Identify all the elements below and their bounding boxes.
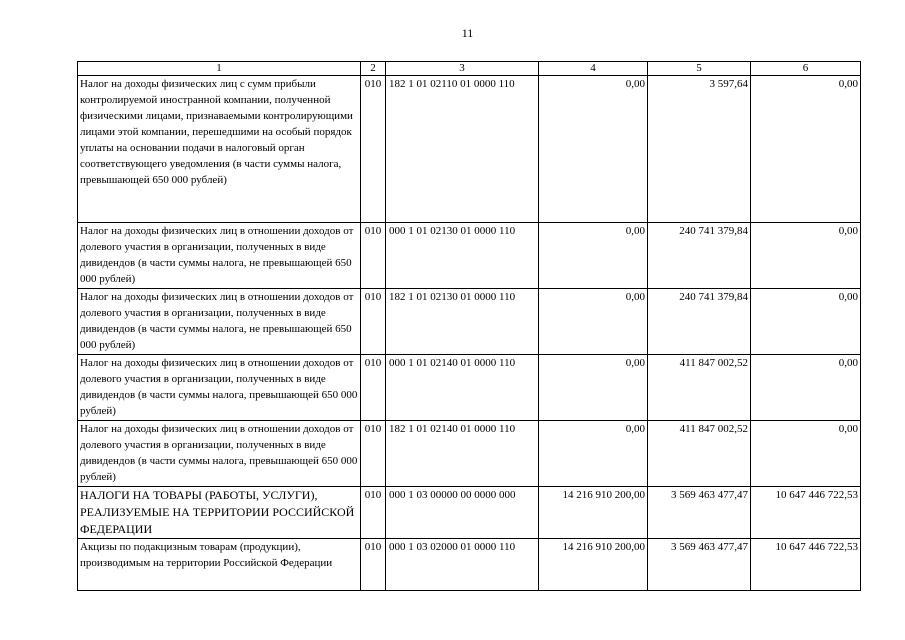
header-col-4: 4	[539, 62, 648, 76]
row-col5-value: 3 569 463 477,47	[648, 487, 751, 539]
row-col6-value: 0,00	[751, 355, 861, 421]
row-col5-value: 240 741 379,84	[648, 289, 751, 355]
row-budget-code: 000 1 01 02140 01 0000 110	[386, 355, 539, 421]
table-row	[78, 421, 861, 487]
table-row	[78, 355, 861, 421]
row-col6-value: 0,00	[751, 223, 861, 289]
row-name: Налог на доходы физических лиц в отношении доходов от долевого участия в организации, полученных в виде дивидендов (в части суммы налога, не превышающей 650 000 рублей)	[78, 223, 361, 289]
row-line-code: 010	[361, 223, 386, 289]
table-row	[78, 539, 861, 591]
row-col6-value: 0,00	[751, 289, 861, 355]
row-col6-value: 10 647 446 722,53	[751, 539, 861, 591]
row-name: Налог на доходы физических лиц в отношении доходов от долевого участия в организации, полученных в виде дивидендов (в части суммы налога, превышающей 650 000 рублей)	[78, 355, 361, 421]
header-col-3: 3	[386, 62, 539, 76]
row-budget-code: 000 1 01 02130 01 0000 110	[386, 223, 539, 289]
row-line-code: 010	[361, 76, 386, 223]
row-col5-value: 411 847 002,52	[648, 421, 751, 487]
header-row	[78, 62, 861, 76]
row-col4-value: 0,00	[539, 223, 648, 289]
row-col5-value: 411 847 002,52	[648, 355, 751, 421]
row-line-code: 010	[361, 421, 386, 487]
row-col4-value: 0,00	[539, 289, 648, 355]
row-name: Акцизы по подакцизным товарам (продукции), производимым на территории Российской Федерации	[78, 539, 361, 591]
row-name: НАЛОГИ НА ТОВАРЫ (РАБОТЫ, УСЛУГИ), РЕАЛИЗУЕМЫЕ НА ТЕРРИТОРИИ РОССИЙСКОЙ ФЕДЕРАЦИИ	[78, 487, 361, 539]
row-line-code: 010	[361, 487, 386, 539]
row-budget-code: 182 1 01 02140 01 0000 110	[386, 421, 539, 487]
row-name: Налог на доходы физических лиц с сумм прибыли контролируемой иностранной компании, полученной физическими лицами, признаваемыми контролирующими лицами этой компании, перешедшими на особый порядок уплаты на основании подачи в налоговый орган соответствующего уведомления (в части суммы налога, превышающей 650 000 рублей)	[78, 76, 361, 223]
row-col4-value: 0,00	[539, 355, 648, 421]
table-row	[78, 289, 861, 355]
row-col4-value: 14 216 910 200,00	[539, 487, 648, 539]
row-budget-code: 182 1 01 02110 01 0000 110	[386, 76, 539, 223]
row-budget-code: 182 1 01 02130 01 0000 110	[386, 289, 539, 355]
row-col5-value: 240 741 379,84	[648, 223, 751, 289]
table-row	[78, 76, 861, 223]
row-col5-value: 3 597,64	[648, 76, 751, 223]
row-name: Налог на доходы физических лиц в отношении доходов от долевого участия в организации, полученных в виде дивидендов (в части суммы налога, не превышающей 650 000 рублей)	[78, 289, 361, 355]
row-line-code: 010	[361, 539, 386, 591]
row-budget-code: 000 1 03 00000 00 0000 000	[386, 487, 539, 539]
row-col6-value: 10 647 446 722,53	[751, 487, 861, 539]
page-number: 11	[461, 26, 474, 40]
row-col5-value: 3 569 463 477,47	[648, 539, 751, 591]
row-line-code: 010	[361, 289, 386, 355]
header-col-1: 1	[78, 62, 361, 76]
row-col6-value: 0,00	[751, 421, 861, 487]
row-line-code: 010	[361, 355, 386, 421]
header-col-2: 2	[361, 62, 386, 76]
row-col4-value: 14 216 910 200,00	[539, 539, 648, 591]
row-col4-value: 0,00	[539, 421, 648, 487]
table-row	[78, 223, 861, 289]
row-col4-value: 0,00	[539, 76, 648, 223]
header-col-5: 5	[648, 62, 751, 76]
header-col-6: 6	[751, 62, 861, 76]
revenue-table	[77, 61, 861, 591]
row-name: Налог на доходы физических лиц в отношении доходов от долевого участия в организации, полученных в виде дивидендов (в части суммы налога, превышающей 650 000 рублей)	[78, 421, 361, 487]
row-col6-value: 0,00	[751, 76, 861, 223]
table-row-section	[78, 487, 861, 539]
row-budget-code: 000 1 03 02000 01 0000 110	[386, 539, 539, 591]
